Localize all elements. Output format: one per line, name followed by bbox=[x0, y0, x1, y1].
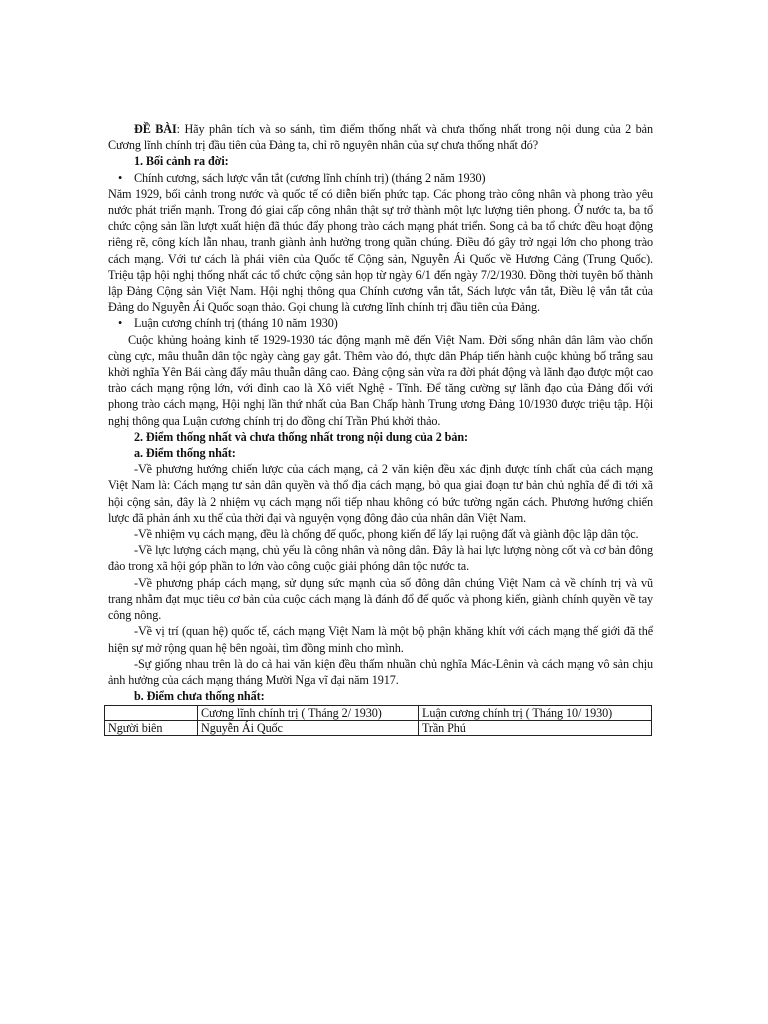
table-header-row bbox=[105, 706, 652, 721]
list-item: -Về phương hướng chiến lược của cách mạng, cả 2 văn kiện đều xác định được tính chất của cách mạng Việt Nam là: Cách mạng tư sản dân quyền và thổ địa cách mạng, bỏ qua giai đoạn tư bản chủ nghĩa để đi tới xã hội cộng sản, đây là 2 nhiệm vụ cách mạng nối tiếp nhau không có bức tường ngăn cách. Phương hướng chiến lược đã phản ánh xu thế của thời đại và nguyện vọng đông đảo của nhân dân Việt Nam. bbox=[108, 462, 653, 525]
table-cell: Trần Phú bbox=[419, 721, 652, 736]
table-header-cell bbox=[105, 706, 198, 721]
table-cell: Nguyễn Ái Quốc bbox=[198, 721, 419, 736]
section1-heading: 1. Bối cảnh ra đời: bbox=[134, 154, 229, 169]
list-item: -Về phương pháp cách mạng, sử dụng sức mạnh của số đông dân chúng Việt Nam cả về chính trị và vũ trang nhằm đạt mục tiêu cơ bản của cuộc cách mạng là đánh đổ đế quốc và phong kiến, giành chính quyền về tay công nông. bbox=[108, 575, 653, 623]
context-paragraph: Năm 1929, bối cảnh trong nước và quốc tế có diễn biến phức tạp. Các phong trào công nhân và phong trào yêu nước phát triển mạnh. Trong đó giai cấp công nhân thật sự trở thành một lực lượng tiên phong. Ở nước ta, ba tổ chức cộng sản lần lượt xuất hiện đã thúc đẩy phong trào cách mạng phát triển. Song cả ba tổ chức đều hoạt động riêng rẽ, công kích lẫn nhau, tranh giành ảnh hưởng trong quần chúng. Điều đó gây trở ngại lớn cho phong trào cách mạng. Với tư cách là phái viên của Quốc tế Cộng sản, Nguyễn Ái Quốc về Hương Cảng (Trung Quốc). Triệu tập hội nghị thống nhất các tổ chức cộng sản họp từ ngày 6/1 đến ngày 7/2/1930. Đồng thời tuyên bố thành lập Đảng Cộng sản Việt Nam. Hội nghị thông qua Chính cương vắn tắt, Sách lược vắn tắt, Điều lệ vắn tắt của Đảng do Nguyễn Ái Quốc soạn thảo. Gọi chung là cương lĩnh chính trị đầu tiên của Đảng. bbox=[108, 186, 653, 315]
bullet-icon: • bbox=[118, 316, 123, 331]
list-item: -Về lực lượng cách mạng, chủ yếu là công nhân và nông dân. Đây là hai lực lượng nòng cốt và cơ bản đông đảo trong xã hội góp phần to lớn vào công cuộc giải phóng dân tộc nước ta. bbox=[108, 543, 653, 574]
list-item: -Về vị trí (quan hệ) quốc tế, cách mạng Việt Nam là một bộ phận khăng khít với cách mạng thế giới đã thể hiện sự mở rộng quan hệ bên ngoài, tìm đồng minh cho mình. bbox=[108, 624, 653, 655]
section2-heading: 2. Điểm thống nhất và chưa thống nhất trong nội dung của 2 bản: bbox=[134, 429, 468, 444]
bullet-icon: • bbox=[118, 170, 123, 185]
subsection-a-heading: a. Điểm thống nhất: bbox=[134, 446, 236, 461]
list-item: -Về nhiệm vụ cách mạng, đều là chống đế quốc, phong kiến để lấy lại ruộng đất và giành độc lập dân tộc. bbox=[134, 527, 639, 542]
subsection-b-heading: b. Điểm chưa thống nhất: bbox=[134, 689, 265, 704]
table-header-cell: Luận cương chính trị ( Tháng 10/ 1930) bbox=[419, 706, 652, 721]
assignment-label: ĐỀ BÀI bbox=[134, 122, 177, 136]
table-header-cell: Cương lĩnh chính trị ( Tháng 2/ 1930) bbox=[198, 706, 419, 721]
bullet-text: Luận cương chính trị (tháng 10 năm 1930) bbox=[134, 316, 338, 331]
document-body bbox=[108, 121, 653, 736]
table-cell: Người biên bbox=[105, 721, 198, 736]
bullet-item bbox=[108, 170, 653, 186]
context-paragraph: Cuộc khủng hoảng kinh tế 1929-1930 tác động mạnh mẽ đến Việt Nam. Đời sống nhân dân lâm vào chốn cùng cực, mâu thuẫn dân tộc ngày càng gay gắt. Thêm vào đó, thực dân Pháp tiến hành cuộc khủng bố trắng sau khởi nghĩa Yên Bái càng đẩy mâu thuẫn dâng cao. Đảng cộng sản vừa ra đời phát động và lãnh đạo được một cao trào cách mạng rộng lớn, với đỉnh cao là Xô viết Nghệ - Tĩnh. Để tăng cường sự lãnh đạo của Đảng đối với phong trào cách mạng, Hội nghị lần thứ nhất của Ban Chấp hành Trung ương Đảng 10/1930 được triệu tập. Hội nghị thông qua Luận cương chính trị do đồng chí Trần Phú khởi thảo. bbox=[108, 332, 653, 428]
comparison-table bbox=[104, 705, 652, 736]
bullet-item bbox=[108, 315, 653, 331]
assignment-paragraph bbox=[108, 121, 653, 153]
table-row bbox=[105, 721, 652, 736]
assignment-text: : Hãy phân tích và so sánh, tìm điểm thống nhất và chưa thống nhất trong nội dung của 2 bản Cương lĩnh chính trị đầu tiên của Đảng ta, chỉ rõ nguyên nhân của sự chưa thống nhất đó? bbox=[108, 122, 653, 153]
bullet-text: Chính cương, sách lược vắn tắt (cương lĩnh chính trị) (tháng 2 năm 1930) bbox=[134, 170, 486, 185]
list-item: -Sự giống nhau trên là do cả hai văn kiện đều thấm nhuần chủ nghĩa Mác-Lênin và cách mạng vô sản chịu ảnh hưởng của cách mạng tháng Mười Nga vĩ đại năm 1917. bbox=[108, 656, 653, 687]
